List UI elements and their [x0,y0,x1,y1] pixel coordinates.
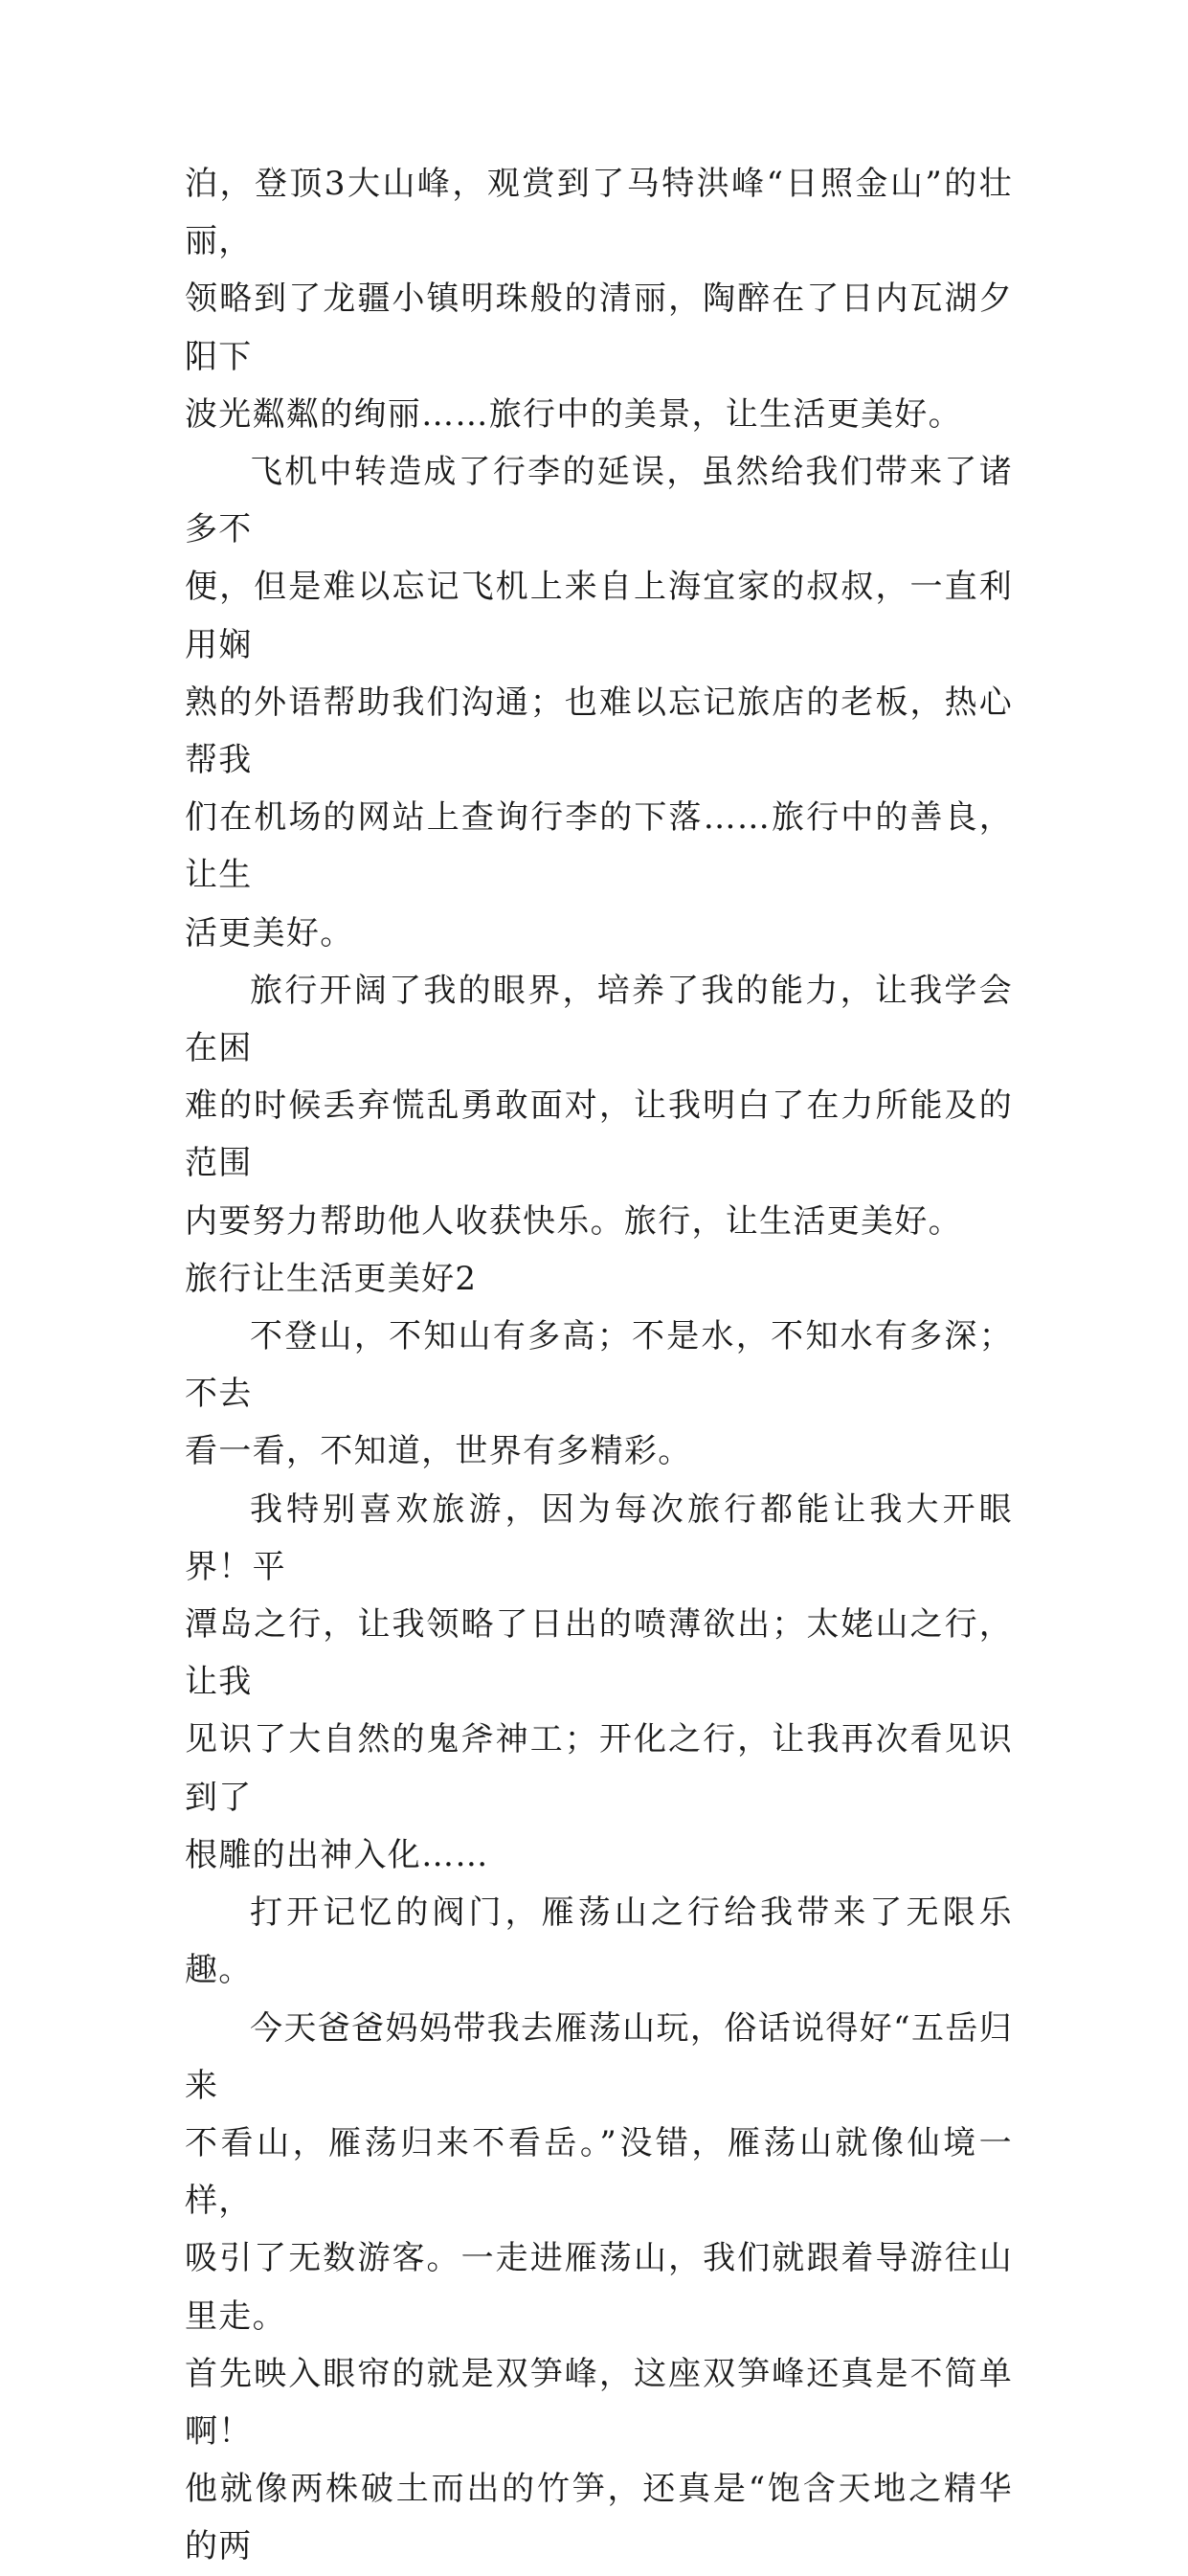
line: 他就像两株破土而出的竹笋，还真是“饱含天地之精华的两 [185,2470,1013,2566]
line: 不登山，不知山有多高；不是水，不知水有多深；不去 [185,1317,1013,1414]
line: 打开记忆的阀门，雁荡山之行给我带来了无限乐趣。 [185,1893,1013,1990]
paragraph-2 [185,443,1013,962]
line: 飞机中转造成了行李的延误，虽然给我们带来了诸多不 [185,453,1013,549]
line: 潭岛之行，让我领略了日出的喷薄欲出；太姥山之行，让我 [185,1605,1013,1702]
paragraph-1 [185,155,1013,443]
line: 泊，登顶3大山峰，观赏到了马特洪峰“日照金山”的壮丽， [185,165,1013,261]
line: 吸引了无数游客。一走进雁荡山，我们就跟着导游往山里走。 [185,2239,1013,2336]
line: 熟的外语帮助我们沟通；也难以忘记旅店的老板，热心帮我 [185,683,1013,780]
line: 领略到了龙疆小镇明珠般的清丽，陶醉在了日内瓦湖夕阳下 [185,280,1013,376]
paragraph-5 [185,1481,1013,1884]
paragraph-3 [185,962,1013,1250]
paragraph-7 [185,2000,1013,2576]
section-title: 旅行让生活更美好2 [185,1259,478,1298]
document-body [185,155,1013,2576]
line: 难的时候丢弃慌乱勇敢面对，让我明白了在力所能及的范围 [185,1086,1013,1183]
line: 们在机场的网站上查询行李的下落……旅行中的善良，让生 [185,798,1013,895]
line: 波光粼粼的绚丽……旅行中的美景，让生活更美好。 [185,394,962,434]
line: 看一看，不知道，世界有多精彩。 [185,1432,692,1471]
line: 旅行开阔了我的眼界，培养了我的能力，让我学会在困 [185,971,1013,1068]
line: 首先映入眼帘的就是双笋峰，这座双笋峰还真是不简单啊！ [185,2354,1013,2451]
line: 我特别喜欢旅游，因为每次旅行都能让我大开眼界！平 [185,1490,1013,1586]
line: 今天爸爸妈妈带我去雁荡山玩，俗话说得好“五岳归来 [185,2008,1013,2105]
line: 活更美好。 [185,913,354,952]
paragraph-6 [185,1884,1013,1999]
paragraph-4 [185,1308,1013,1481]
line: 内要努力帮助他人收获快乐。旅行，让生活更美好。 [185,1201,962,1241]
line: 根雕的出神入化…… [185,1835,489,1874]
line: 便，但是难以忘记飞机上来自上海宜家的叔叔，一直利用娴 [185,568,1013,664]
line: 见识了大自然的鬼斧神工；开化之行，让我再次看见识到了 [185,1720,1013,1817]
line: 不看山，雁荡归来不看岳。”没错，雁荡山就像仙境一样， [185,2123,1013,2221]
